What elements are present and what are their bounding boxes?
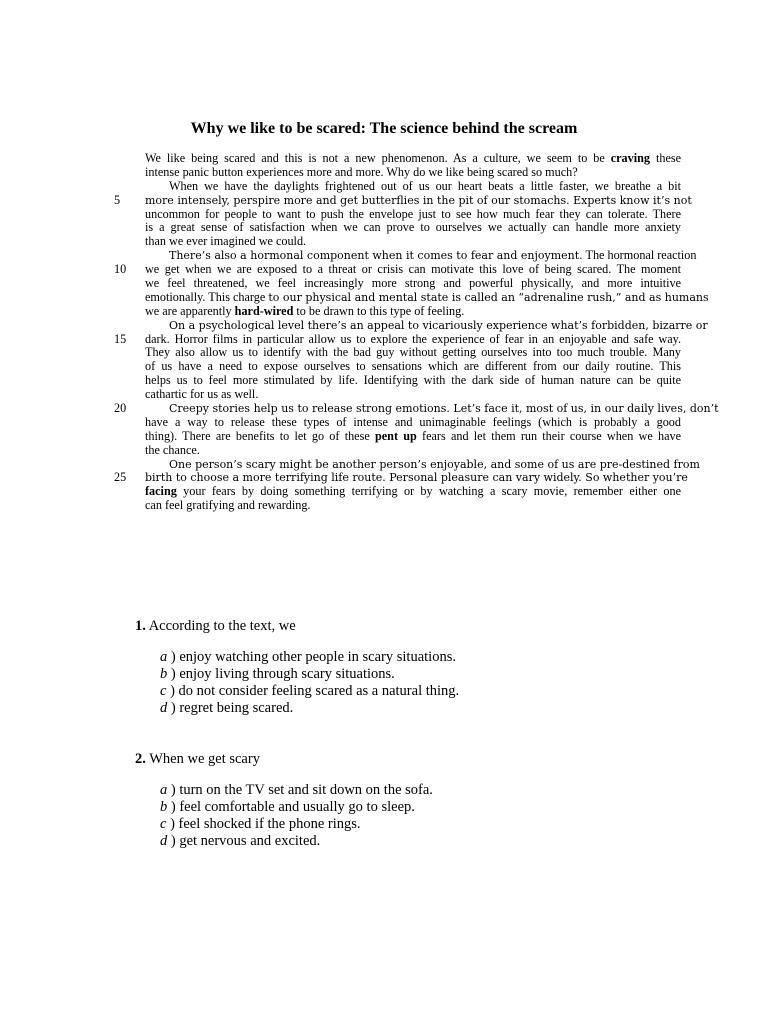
option-c [160,683,459,700]
option-letter: d [160,833,168,849]
question-2 [135,751,433,850]
text-line [145,208,681,222]
option-a [160,782,433,799]
text-line [114,331,681,347]
question-text: When we get scary [145,751,260,767]
text-run: When we have the daylights frightened out of us our heart beats a little faster, we breathe a bit [169,178,681,193]
text-run: have a way to release these types of intense and unimaginable feelings (which is probably a good [145,414,681,429]
line-number: 10 [114,262,127,277]
option-a [160,649,459,666]
text-run: these [650,151,682,165]
text-line [145,289,709,305]
text-run: to our physical and mental state is called an “adrenaline rush,” and as humans [268,290,709,304]
text-run: is a great sense of satisfaction when we can prove to ourselves we actually can handle more anxiety [145,220,681,235]
text-run: One person’s scary might be another person’s enjoyable, and some of us are pre-destined from [169,457,700,471]
option-c [160,816,433,833]
bold-word: pent up [374,428,417,443]
text-line [145,499,681,513]
option-letter: c [160,683,167,699]
text-run: we are apparently [145,303,235,318]
text-run: we feel threatened, we feel increasingly more strong and powerful physically, and more intuitive [145,276,681,291]
option-text: ) turn on the TV set and sit down on the sofa. [167,782,433,798]
text-run: can feel gratifying and rewarding. [145,498,311,513]
text-run: Creepy stories help us to release strong emotions. Let’s face it, most of us, in our daily lives, don’t [169,402,719,416]
article-body [114,151,719,513]
text-line [145,485,681,499]
text-run: They also allow us to identify with the bad guy without getting ourselves into too much trouble. Many [145,345,681,360]
line-number: 20 [114,401,127,416]
text-run: There’s also a hormonal component when it comes to fear and enjoyment. [169,249,583,263]
option-letter: c [160,816,167,832]
option-text: ) regret being scared. [167,700,294,716]
text-run: cathartic for us as well. [145,387,259,402]
option-letter: a [160,782,168,798]
text-run: birth to choose a more terrifying life route. Personal pleasure can vary widely. So whether you’re [145,471,688,485]
option-d [160,700,459,717]
text-run: intense panic button experiences more and more. Why do we like being scared so much? [145,164,578,179]
option-b [160,799,433,816]
text-run: We like being scared and this is not a new phenomenon. As a culture, we seem to be [145,151,611,165]
text-line [145,360,681,374]
text-run: emotionally. This charge [145,289,269,304]
line-number: 5 [114,192,121,207]
text-run: the chance. [145,442,200,457]
option-b [160,666,459,683]
question-1 [135,618,459,717]
bold-word: facing [145,484,177,499]
line-number: 25 [114,470,127,485]
option-letter: d [160,700,168,716]
text-line [145,346,681,360]
option-text: ) do not consider feeling scared as a natural thing. [166,683,460,699]
option-text: ) feel comfortable and usually go to sleep. [167,799,415,815]
text-run: thing). There are benefits to let go of these [145,428,375,443]
text-line [145,221,681,235]
text-run: dark. Horror films in particular allow us to explore the experience of fear in an enjoyable and safe way. [145,331,681,346]
text-line [145,457,700,472]
text-line [145,166,681,180]
bold-word: craving [610,151,650,165]
text-run: helps us to feel more stimulated by life. Identifying with the dark side of human nature can be quite [145,373,681,388]
text-run: we get when we are exposed to a threat or crisis can motivate this love of being scared. The moment [145,262,681,277]
text-run: fears and let them run their course when we have [416,428,681,443]
text-line [145,180,681,194]
text-line [145,248,697,263]
text-run: uncommon for people to want to push the envelope just to see how much fear they can tolerate. There [145,206,681,221]
text-line [145,416,681,430]
question-number: 1. [135,618,146,634]
text-run: more intensely, perspire more and get butterflies in the pit of our stomachs. Experts know it’s not [145,193,692,207]
text-line [114,401,719,416]
text-line [145,305,681,319]
text-run: your fears by doing something terrifying or by watching a scary movie, remember either one [176,484,681,499]
text-line [145,152,681,166]
text-line [114,470,688,485]
bold-word: hard-wired [234,303,294,318]
option-letter: b [160,666,168,682]
question-prompt [135,618,459,635]
text-line [145,388,681,402]
text-run: On a psychological level there’s an appeal to vicariously experience what’s forbidden, bizarre or [169,318,708,332]
text-line [145,277,681,291]
question-text: According to the text, we [145,618,296,634]
text-line [145,318,708,333]
text-run: than we ever imagined we could. [145,234,307,249]
text-line [145,235,681,249]
option-text: ) feel shocked if the phone rings. [166,816,361,832]
text-run: to be drawn to this type of feeling. [293,303,465,318]
option-letter: b [160,799,168,815]
text-line [114,192,692,208]
text-line [145,430,681,444]
question-prompt [135,751,433,768]
option-text: ) enjoy watching other people in scary situations. [167,649,456,665]
option-text: ) get nervous and excited. [167,833,321,849]
line-number: 15 [114,331,127,346]
option-letter: a [160,649,168,665]
text-line [145,444,681,458]
option-d [160,833,433,850]
text-line [114,262,681,277]
option-text: ) enjoy living through scary situations. [167,666,395,682]
text-line [145,374,681,388]
text-run: of us have a need to expose ourselves to sensations which are different from our daily routine. This [145,359,681,374]
text-run: The hormonal reaction [582,248,697,263]
article-title: Why we like to be scared: The science behind the scream [190,120,578,137]
question-number: 2. [135,751,146,767]
